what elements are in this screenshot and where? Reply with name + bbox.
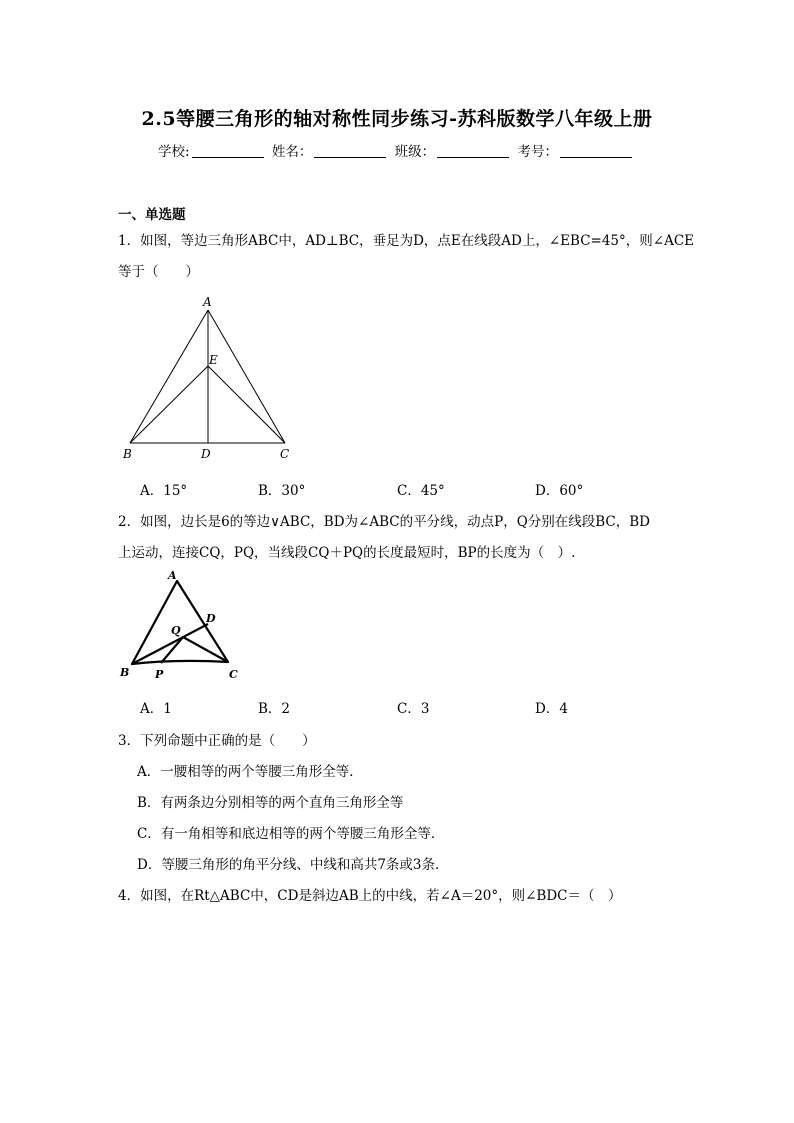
name-label: 姓名：	[271, 144, 313, 160]
q1-stem-line2: 等于（ ）	[118, 264, 199, 280]
q1-stem-line1: 1．如图，等边三角形ABC中，AD⊥BC，垂足为D，点E在线段AD上，∠EBC=45°，则∠ACE	[118, 233, 695, 249]
q3-option-d[interactable]: D．等腰三角形的角平分线、中线和高共7条或3条．	[137, 857, 449, 873]
q2-label-q: Q	[171, 624, 181, 637]
q1-label-b: B	[123, 447, 132, 461]
q1-option-c[interactable]: C．45°	[397, 483, 445, 499]
class-label: 班级：	[394, 144, 436, 160]
q1-figure	[115, 292, 305, 462]
exam-number-label: 考号：	[517, 144, 558, 160]
q2-option-d[interactable]: D．4	[535, 701, 568, 717]
q1-side-ac	[208, 310, 285, 443]
q2-stem-line1: 2．如图，边长是6的等边∨ABC，BD为∠ABC的平分线，动点P，Q分别在线段BC，BD	[118, 514, 651, 530]
q2-label-a: A	[168, 569, 177, 582]
q2-label-c: C	[229, 668, 238, 681]
section-title: 一、单选题	[118, 207, 186, 223]
q3-option-a[interactable]: A．一腰相等的两个等腰三角形全等．	[137, 764, 363, 780]
q1-label-e: E	[209, 353, 218, 367]
q1-side-ab	[130, 310, 208, 443]
q2-label-d: D	[206, 612, 216, 625]
q3-stem: 3．下列命题中正确的是（ ）	[118, 733, 316, 749]
q1-segment-ce	[208, 366, 285, 443]
q1-label-c: C	[280, 447, 290, 461]
q2-label-p: P	[155, 668, 164, 681]
q1-option-a[interactable]: A．15°	[140, 483, 188, 499]
q2-label-b: B	[120, 666, 130, 679]
q2-option-b[interactable]: B．2	[258, 701, 291, 717]
q3-option-c[interactable]: C．有一角相等和底边相等的两个等腰三角形全等．	[137, 826, 445, 842]
q1-option-d[interactable]: D．60°	[535, 483, 584, 499]
q2-segment-pq	[161, 637, 183, 663]
q1-label-a: A	[203, 295, 212, 309]
school-label: 学校:	[158, 144, 190, 160]
q4-stem: 4．如图，在Rt△ABC中，CD是斜边AB上的中线，若∠A＝20°，则∠BDC＝（ ）	[118, 888, 622, 904]
q2-option-a[interactable]: A．1	[140, 701, 172, 717]
school-blank	[192, 145, 264, 158]
q2-option-c[interactable]: C．3	[397, 701, 430, 717]
exam-number-blank	[560, 145, 632, 158]
q1-segment-be	[130, 366, 208, 443]
student-info-line	[0, 140, 794, 160]
q1-option-b[interactable]: B．30°	[258, 483, 306, 499]
q2-figure	[115, 566, 250, 684]
q1-label-d: D	[201, 447, 211, 461]
q2-stem-line2: 上运动，连接CQ，PQ，当线段CQ＋PQ的长度最短时，BP的长度为（ ）.	[118, 545, 576, 561]
name-blank	[314, 145, 386, 158]
class-blank	[437, 145, 509, 158]
page-title: 2.5等腰三角形的轴对称性同步练习-苏科版数学八年级上册	[141, 108, 653, 130]
q3-option-b[interactable]: B．有两条边分别相等的两个直角三角形全等	[137, 795, 404, 811]
